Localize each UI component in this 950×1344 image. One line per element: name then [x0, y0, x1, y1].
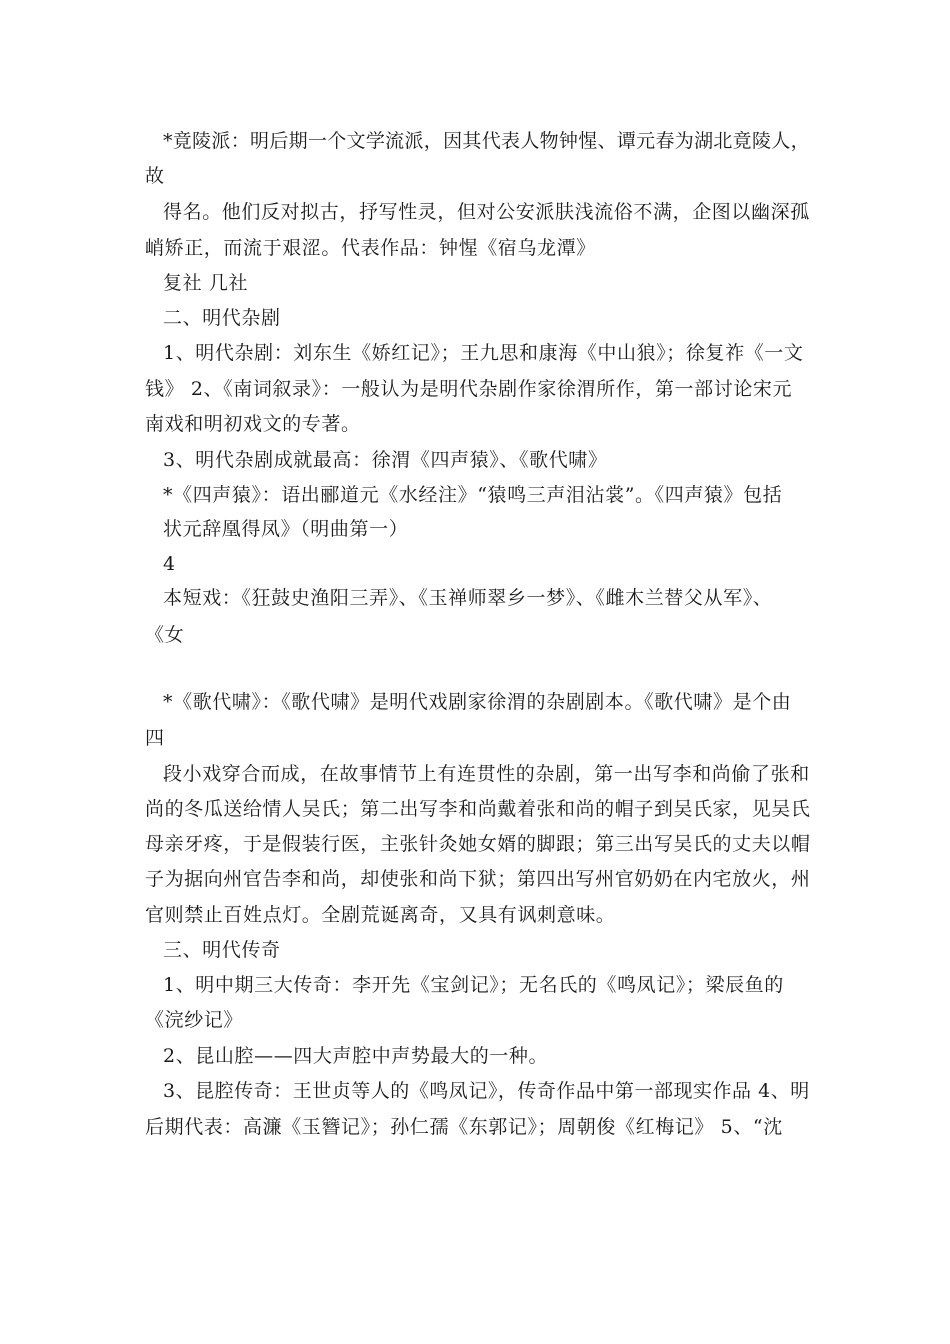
text-line: 《女 [145, 624, 185, 646]
text-line: 《浣纱记》 [145, 1009, 244, 1031]
text-line: 4 [163, 553, 176, 575]
text-line: 复社 几社 [163, 272, 249, 294]
text-line: 得名。他们反对拟古，抒写性灵，但对公安派肤浅流俗不满，企图以幽深孤 [163, 201, 810, 223]
text-line: 本短戏：《狂鼓史渔阳三弄》、《玉禅师翠乡一梦》、《雌木兰替父从军》、 [163, 587, 773, 609]
text-line: 状元辞凰得凤》（明曲第一） [163, 518, 409, 540]
section-heading: 三、明代传奇 [163, 939, 281, 961]
text-line: 峭矫正，而流于艰涩。代表作品：钟惺《宿乌龙潭》 [145, 237, 596, 259]
text-line: 1、明中期三大传奇：李开先《宝剑记》；无名氏的《鸣凤记》；梁辰鱼的 [163, 974, 784, 996]
text-line: 四 [145, 727, 165, 749]
text-line: *《歌代啸》：《歌代啸》是明代戏剧家徐渭的杂剧剧本。《歌代啸》是个由 [163, 691, 792, 713]
text-line: 尚的冬瓜送给情人吴氏；第二出写李和尚戴着张和尚的帽子到吴氏家，见吴氏 [145, 798, 811, 820]
text-line: 南戏和明初戏文的专著。 [145, 413, 361, 435]
text-line: 子为据向州官告李和尚，却使张和尚下狱；第四出写州官奶奶在内宅放火，州 [145, 868, 811, 890]
text-line: *《四声猿》：语出郦道元《水经注》“猿鸣三声泪沾裳”。《四声猿》包括 [163, 484, 783, 506]
text-line: *竟陵派：明后期一个文学流派，因其代表人物钟惺、谭元春为湖北竟陵人， [163, 130, 810, 152]
text-line: 3、昆腔传奇：王世贞等人的《鸣凤记》，传奇作品中第一部现实作品 4、明 [163, 1080, 810, 1102]
text-line: 1、明代杂剧：刘东生《娇红记》；王九思和康海《中山狼》；徐复祚《一文 [163, 342, 804, 364]
text-line: 钱》 2、《南词叙录》：一般认为是明代杂剧作家徐渭所作，第一部讨论宋元 [145, 378, 793, 400]
text-line: 官则禁止百姓点灯。全剧荒诞离奇，又具有讽刺意味。 [145, 904, 616, 926]
text-line: 2、昆山腔——四大声腔中声势最大的一种。 [163, 1045, 549, 1067]
section-heading: 二、明代杂剧 [163, 307, 281, 329]
text-line: 故 [145, 165, 165, 187]
text-line: 母亲牙疼，于是假装行医，主张针灸她女婿的脚跟；第三出写吴氏的丈夫以帽 [145, 833, 811, 855]
text-line: 后期代表：高濂《玉簪记》；孙仁孺《东郭记》；周朝俊《红梅记》 5、“沈 [145, 1116, 783, 1138]
text-line: 3、明代杂剧成就最高：徐渭《四声猿》、《歌代啸》 [163, 449, 608, 471]
text-line: 段小戏穿合而成，在故事情节上有连贯性的杂剧，第一出写李和尚偷了张和 [163, 763, 810, 785]
